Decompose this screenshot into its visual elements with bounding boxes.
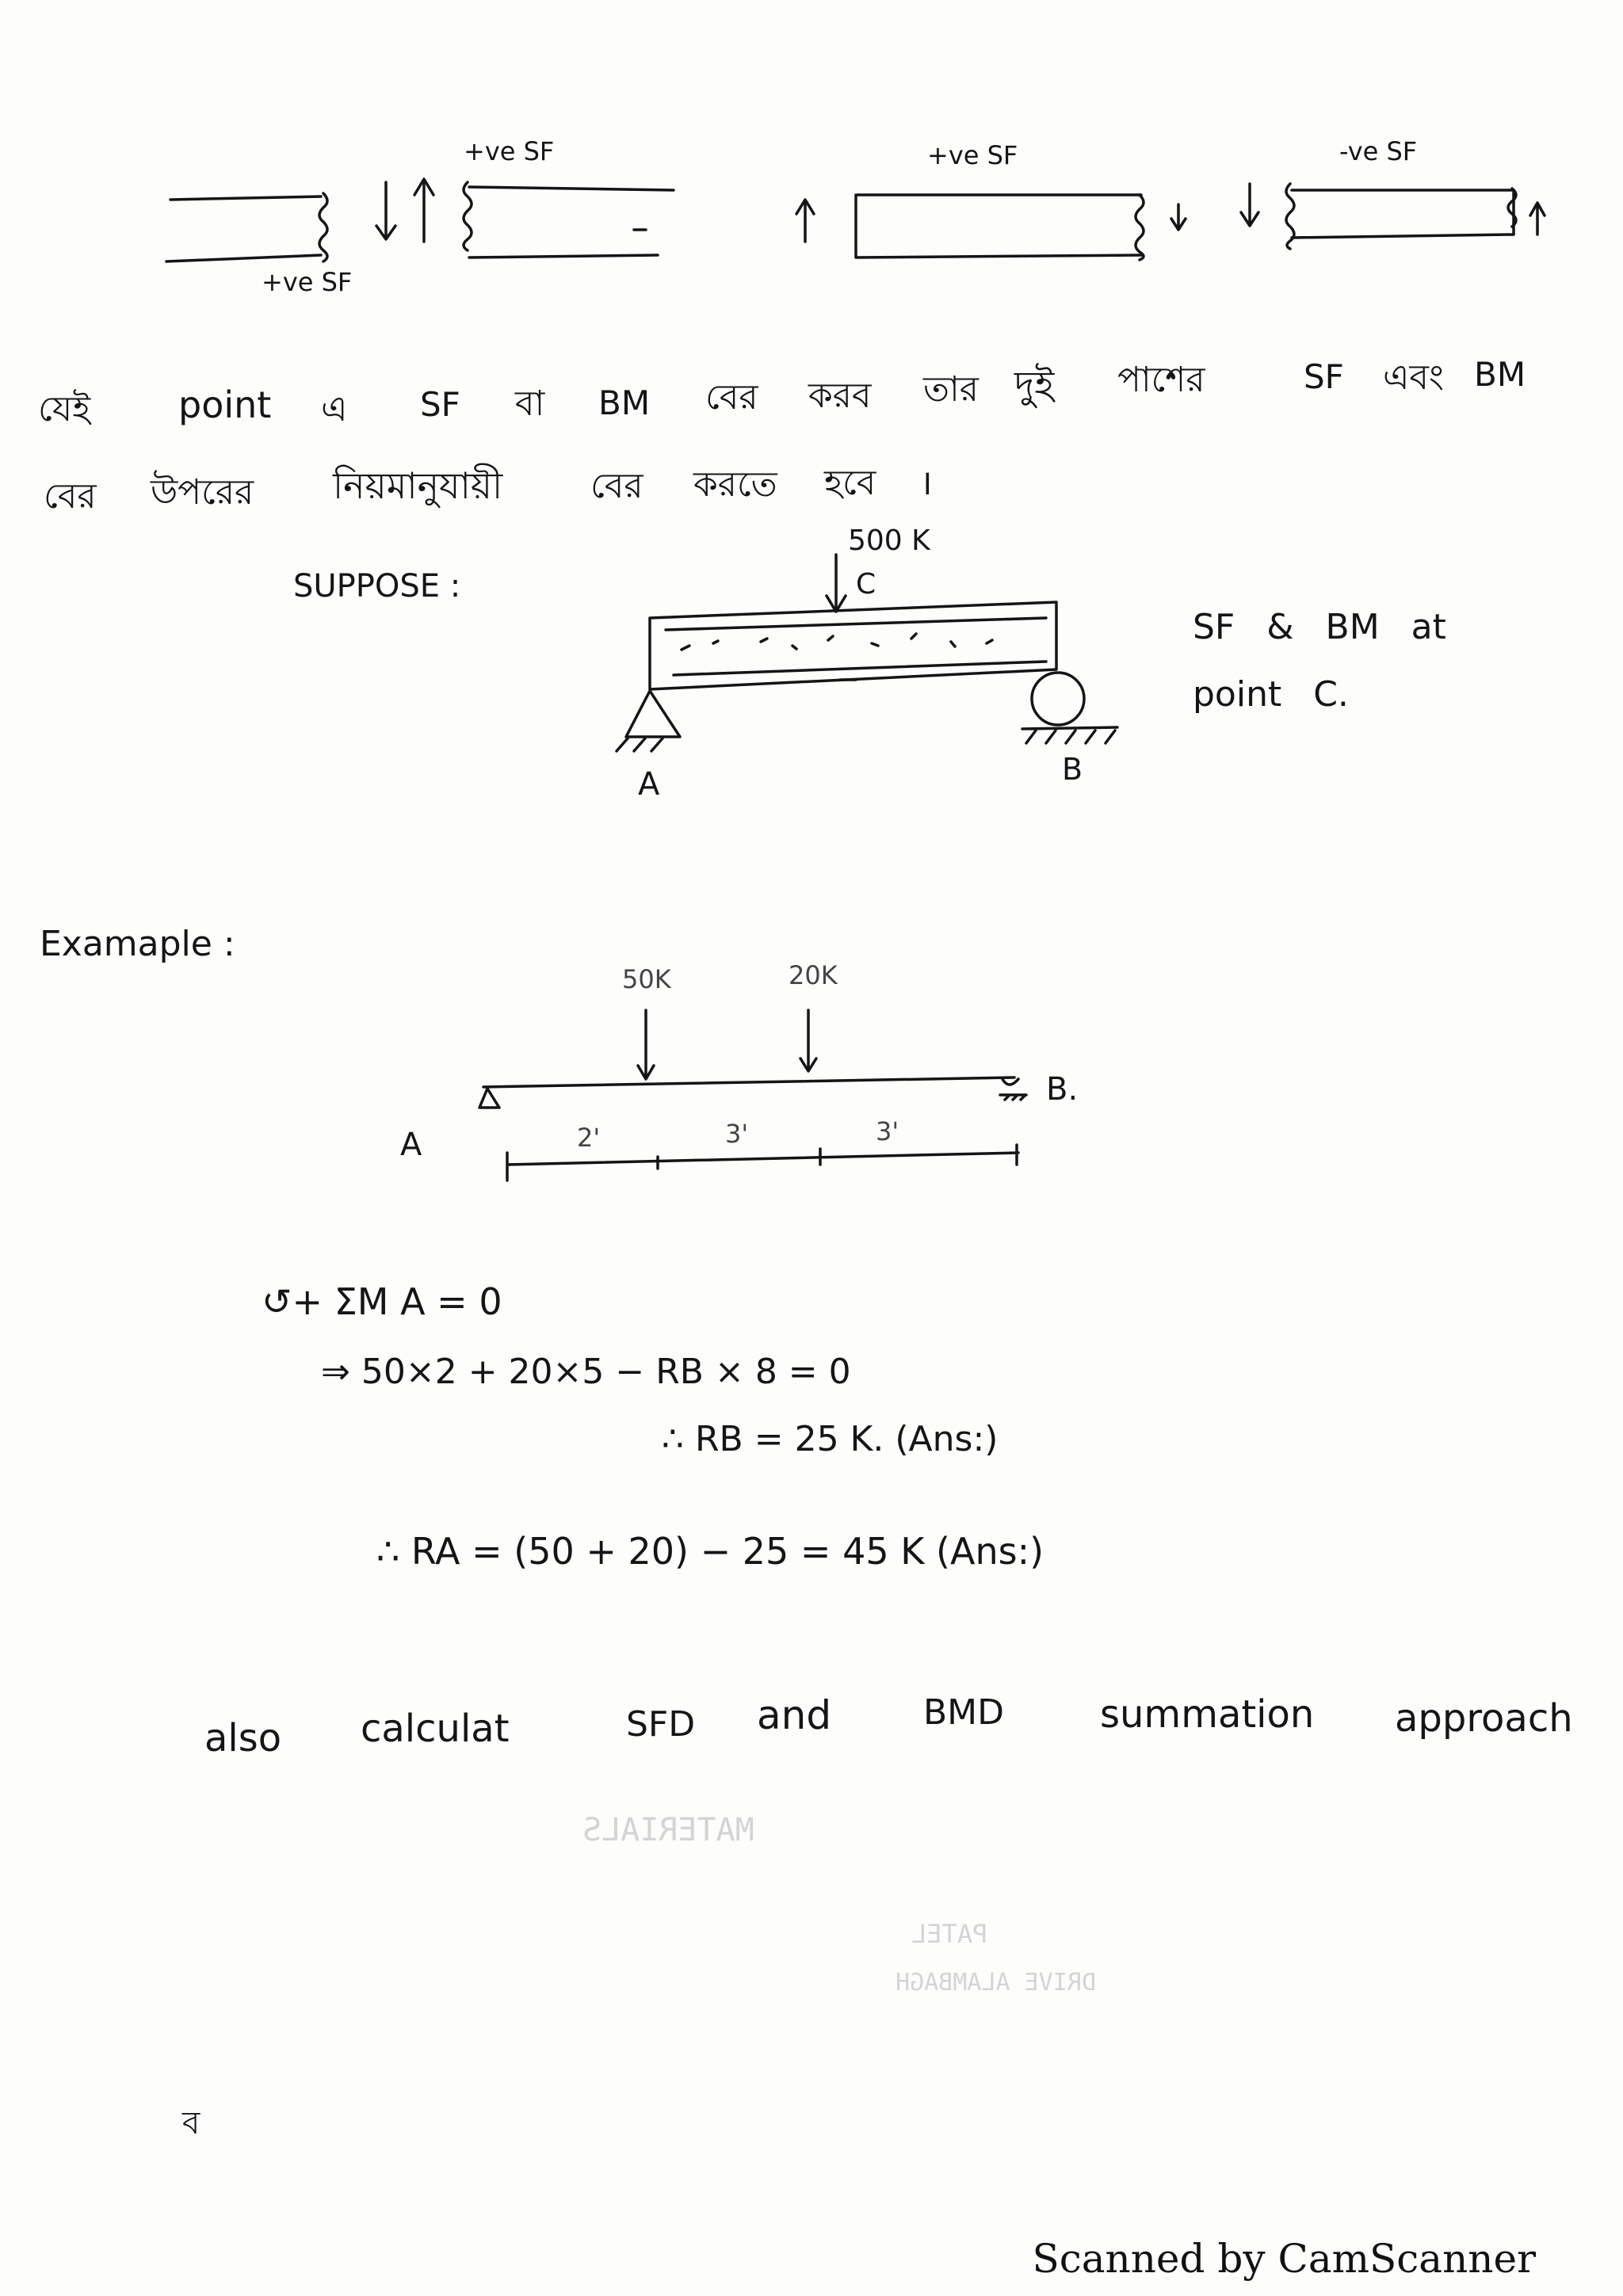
note-word: দুই <box>1014 363 1055 407</box>
example-heading: Examaple : <box>40 924 235 964</box>
note-word: বের <box>44 476 97 517</box>
closing-word: calculat <box>361 1707 510 1751</box>
closing-word: summation <box>1100 1692 1315 1737</box>
equation-moment-expanded: ⇒ 50×2 + 20×5 − RB × 8 = 0 <box>321 1352 851 1392</box>
support-label-b: B <box>1062 752 1083 787</box>
example-pin-a <box>479 1089 499 1108</box>
note-word: SF <box>1304 357 1344 396</box>
equation-rb-result: ∴ RB = 25 K. (Ans:) <box>662 1419 999 1459</box>
note-word: SF <box>420 385 460 424</box>
bleed-through-text: MATERIALS <box>582 1812 754 1848</box>
camscanner-watermark: Scanned by CamScanner <box>1032 2236 1536 2282</box>
example-roller-b <box>1000 1079 1026 1100</box>
closing-word: approach <box>1395 1696 1573 1741</box>
closing-word: BMD <box>923 1692 1005 1733</box>
example-beam-line <box>483 1077 1014 1087</box>
note-word: হবে <box>824 463 876 503</box>
note-word: এ <box>321 389 348 429</box>
suppose-caption-line2: point C. <box>1193 674 1349 715</box>
example-span1: 2' <box>577 1123 601 1153</box>
sf-label-right: -ve SF <box>1339 136 1418 166</box>
note-word: নিয়মানুযায়ী <box>333 464 503 507</box>
equation-ra-result: ∴ RA = (50 + 20) − 25 = 45 K (Ans:) <box>376 1530 1044 1573</box>
example-span2: 3' <box>725 1119 749 1149</box>
note-word: বের <box>590 466 643 506</box>
load2-arrow <box>800 1010 816 1071</box>
closing-word: SFD <box>626 1704 696 1745</box>
example-span3: 3' <box>876 1116 899 1146</box>
example-load2: 20K <box>789 960 838 990</box>
example-load1: 50K <box>622 964 671 994</box>
note-word: বের <box>705 377 758 418</box>
closing-word: and <box>757 1692 832 1738</box>
note-word: BM <box>1474 355 1526 394</box>
load1-arrow <box>638 1010 654 1079</box>
suppose-heading: SUPPOSE : <box>293 568 461 605</box>
note-word: করতে <box>693 464 777 505</box>
note-word: উপরের <box>151 472 254 513</box>
suppose-load-value: 500 K <box>848 524 930 557</box>
equation-moment-sum: ↺+ ΣM A = 0 <box>262 1280 502 1323</box>
note-word: তার <box>923 369 979 410</box>
note-word: করব <box>808 376 872 416</box>
suppose-load-point: C <box>856 568 876 601</box>
note-word: এবং <box>1383 357 1444 398</box>
note-word: । <box>919 463 933 503</box>
bleed-through-text: PATEL <box>911 1919 988 1949</box>
corner-mark: ব <box>182 2105 200 2142</box>
closing-word: also <box>204 1716 282 1760</box>
note-word: BM <box>598 383 651 422</box>
note-word: point <box>178 383 272 426</box>
sf-label-left-bottom: +ve SF <box>262 267 353 297</box>
sf-label-left-top: +ve SF <box>464 136 555 166</box>
support-label-a: A <box>638 766 660 803</box>
note-word: বা <box>515 383 545 424</box>
bleed-through-text: DRIVE ALAMBAGH <box>896 1969 1096 1997</box>
note-word: যেই <box>38 389 91 429</box>
example-end-b: B. <box>1046 1071 1079 1108</box>
example-end-a: A <box>400 1127 422 1163</box>
suppose-caption-line1: SF & BM at <box>1193 607 1446 647</box>
sf-label-middle: +ve SF <box>927 140 1018 170</box>
note-word: পাশের <box>1117 360 1205 400</box>
